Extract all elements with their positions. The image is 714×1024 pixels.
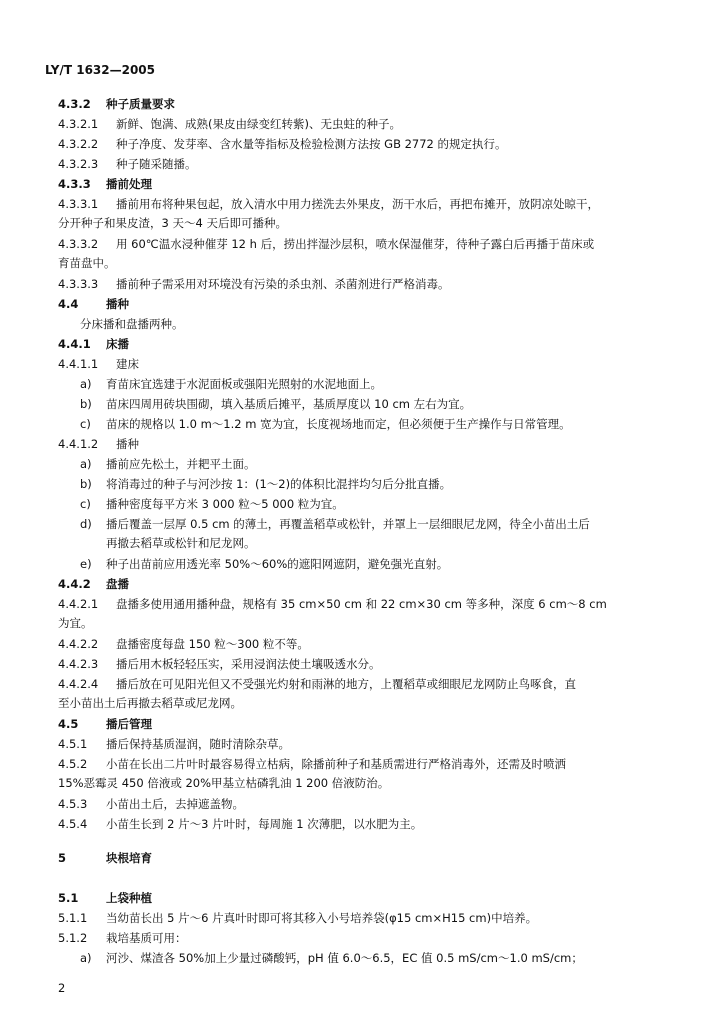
clause-text: 育苗盘中。 — [58, 256, 116, 270]
text-line — [80, 456, 680, 472]
section-heading — [58, 336, 680, 352]
section-heading — [58, 716, 680, 732]
clause-text: 新鲜、饱满、成熟(果皮由绿变红转紫)、无虫蛀的种子。 — [116, 117, 401, 131]
clause-number: 4.3.2.2 — [58, 137, 99, 151]
clause-number: 4.4 — [58, 297, 79, 311]
clause-text: 种子质量要求 — [106, 97, 175, 111]
clause-number: 4.4.1.1 — [58, 357, 99, 371]
text-line — [58, 215, 680, 231]
text-line — [80, 376, 680, 392]
clause-text: 用 60℃温水浸种催芽 12 h 后，捞出拌湿沙层积，喷水保湿催芽，待种子露白后再播于苗床或 — [116, 237, 595, 251]
clause-number: 4.3.3.2 — [58, 237, 99, 251]
clause-text: 播种 — [106, 297, 129, 311]
clause-text: 盘播 — [106, 577, 129, 591]
text-line — [58, 116, 680, 132]
clause-text: 小苗出土后，去掉遮盖物。 — [106, 797, 244, 811]
clause-text: 小苗生长到 2 片～3 片叶时，每周施 1 次薄肥，以水肥为主。 — [106, 817, 423, 831]
section-heading — [58, 576, 680, 592]
clause-number: 4.3.3.1 — [58, 197, 99, 211]
text-line — [58, 196, 680, 212]
section-heading — [58, 96, 680, 112]
clause-text: 播后放在可见阳光但又不受强光灼射和雨淋的地方，上覆稻草或细眼尼龙网防止鸟啄食，直 — [116, 677, 576, 691]
clause-text: 种子净度、发芽率、含水量等指标及检验检测方法按 GB 2772 的规定执行。 — [116, 137, 507, 151]
text-line — [58, 775, 680, 791]
clause-number: 5 — [58, 851, 67, 865]
text-line — [58, 255, 680, 271]
list-label: d) — [80, 517, 92, 531]
text-line — [58, 736, 680, 752]
clause-text: 块根培育 — [106, 851, 152, 865]
list-label: c) — [80, 497, 91, 511]
clause-number: 5.1.1 — [58, 911, 88, 925]
clause-text: 播种 — [116, 437, 139, 451]
clause-text: 播后保持基质湿润，随时清除杂草。 — [106, 737, 290, 751]
clause-text: 播后用木板轻轻压实，采用浸润法使土壤吸透水分。 — [116, 657, 381, 671]
clause-number: 4.4.1 — [58, 337, 91, 351]
clause-text: 上袋种植 — [106, 891, 152, 905]
clause-number: 4.4.2 — [58, 577, 91, 591]
clause-text: 再撤去稻草或松针和尼龙网。 — [106, 536, 256, 550]
clause-text: 播前种子需采用对环境没有污染的杀虫剂、杀菌剂进行严格消毒。 — [116, 277, 450, 291]
clause-text: 分床播和盘播两种。 — [80, 317, 184, 331]
clause-text: 播后覆盖一层厚 0.5 cm 的薄土，再覆盖稻草或松针，并罩上一层细眼尼龙网，待全小苗出土后 — [106, 517, 590, 531]
clause-text: 分开种子和果皮渣，3 天～4 天后即可播种。 — [58, 216, 287, 230]
clause-text: 播前处理 — [106, 177, 152, 191]
clause-number: 4.4.1.2 — [58, 437, 99, 451]
list-label: b) — [80, 397, 92, 411]
clause-number: 4.5.4 — [58, 817, 88, 831]
text-line — [58, 596, 680, 612]
text-line — [80, 416, 680, 432]
clause-text: 栽培基质可用： — [106, 931, 187, 945]
clause-number: 4.3.3.3 — [58, 277, 99, 291]
clause-text: 播后管理 — [106, 717, 152, 731]
section-heading — [58, 296, 680, 312]
text-line — [58, 156, 680, 172]
text-line — [58, 615, 680, 631]
clause-text: 播前应先松土，并耙平土面。 — [106, 457, 256, 471]
page-number: 2 — [58, 981, 66, 995]
clause-text: 苗床的规格以 1.0 m～1.2 m 宽为宜，长度视场地而定，但必须便于生产操作与日常管理。 — [106, 417, 571, 431]
text-line — [58, 436, 680, 452]
clause-number: 4.3.2 — [58, 97, 91, 111]
clause-text: 盘播多使用通用播种盘，规格有 35 cm×50 cm 和 22 cm×30 cm 等多种，深度 6 cm～8 cm — [116, 597, 607, 611]
text-line — [58, 756, 680, 772]
list-label: c) — [80, 417, 91, 431]
text-line — [80, 950, 680, 966]
text-line — [58, 636, 680, 652]
text-line — [58, 695, 680, 711]
text-line — [58, 356, 680, 372]
clause-text: 育苗床宜选建于水泥面板或强阳光照射的水泥地面上。 — [106, 377, 382, 391]
clause-text: 小苗在长出二片叶时最容易得立枯病，除播前种子和基质需进行严格消毒外，还需及时喷洒 — [106, 757, 566, 771]
list-label: a) — [80, 951, 92, 965]
clause-number: 4.3.2.1 — [58, 117, 99, 131]
section-heading — [58, 890, 680, 906]
clause-text: 为宜。 — [58, 616, 93, 630]
clause-text: 河沙、煤渣各 50%加上少量过磷酸钙，pH 值 6.0～6.5，EC 值 0.5 mS/cm～1.0 mS/cm； — [106, 951, 583, 965]
list-label: e) — [80, 557, 92, 571]
clause-number: 4.4.2.1 — [58, 597, 99, 611]
clause-number: 4.5.2 — [58, 757, 88, 771]
clause-text: 床播 — [106, 337, 129, 351]
text-line — [58, 656, 680, 672]
text-line — [58, 136, 680, 152]
list-label: a) — [80, 377, 92, 391]
text-line — [80, 316, 680, 332]
text-line — [80, 516, 680, 532]
text-line — [106, 535, 680, 551]
clause-text: 至小苗出土后再撤去稻草或尼龙网。 — [58, 696, 242, 710]
section-heading — [58, 176, 680, 192]
clause-number: 4.5.3 — [58, 797, 88, 811]
text-line — [58, 910, 680, 926]
clause-number: 4.5.1 — [58, 737, 88, 751]
text-line — [80, 496, 680, 512]
text-line — [80, 396, 680, 412]
clause-text: 播种密度每平方米 3 000 粒～5 000 粒为宜。 — [106, 497, 344, 511]
clause-number: 5.1 — [58, 891, 79, 905]
text-line — [58, 676, 680, 692]
clause-text: 种子出苗前应用透光率 50%～60%的遮阳网遮阴，避免强光直射。 — [106, 557, 449, 571]
clause-number: 4.4.2.3 — [58, 657, 99, 671]
clause-text: 当幼苗长出 5 片～6 片真叶时即可将其移入小号培养袋(φ15 cm×H15 cm)中培养。 — [106, 911, 538, 925]
clause-number: 4.4.2.4 — [58, 677, 99, 691]
clause-number: 4.4.2.2 — [58, 637, 99, 651]
clause-text: 种子随采随播。 — [116, 157, 197, 171]
clause-text: 15%恶霉灵 450 倍液或 20%甲基立枯磷乳油 1 200 倍液防治。 — [58, 776, 390, 790]
clause-text: 将消毒过的种子与河沙按 1：(1～2)的体积比混拌均匀后分批直播。 — [106, 477, 452, 491]
clause-number: 4.5 — [58, 717, 79, 731]
list-label: b) — [80, 477, 92, 491]
text-line — [80, 556, 680, 572]
list-label: a) — [80, 457, 92, 471]
clause-text: 苗床四周用砖块围砌，填入基质后摊平，基质厚度以 10 cm 左右为宜。 — [106, 397, 472, 411]
text-line — [80, 476, 680, 492]
text-line — [58, 236, 680, 252]
page-header: LY/T 1632—2005 — [45, 63, 156, 77]
text-line — [58, 276, 680, 292]
clause-number: 4.3.2.3 — [58, 157, 99, 171]
text-line — [58, 930, 680, 946]
text-line — [58, 816, 680, 832]
clause-text: 播前用布将种果包起，放入清水中用力搓洗去外果皮，沥干水后，再把布摊开，放阴凉处晾干， — [116, 197, 599, 211]
clause-text: 盘播密度每盘 150 粒～300 粒不等。 — [116, 637, 309, 651]
clause-number: 5.1.2 — [58, 931, 88, 945]
section-heading — [58, 850, 680, 866]
text-line — [58, 796, 680, 812]
clause-number: 4.3.3 — [58, 177, 91, 191]
clause-text: 建床 — [116, 357, 139, 371]
